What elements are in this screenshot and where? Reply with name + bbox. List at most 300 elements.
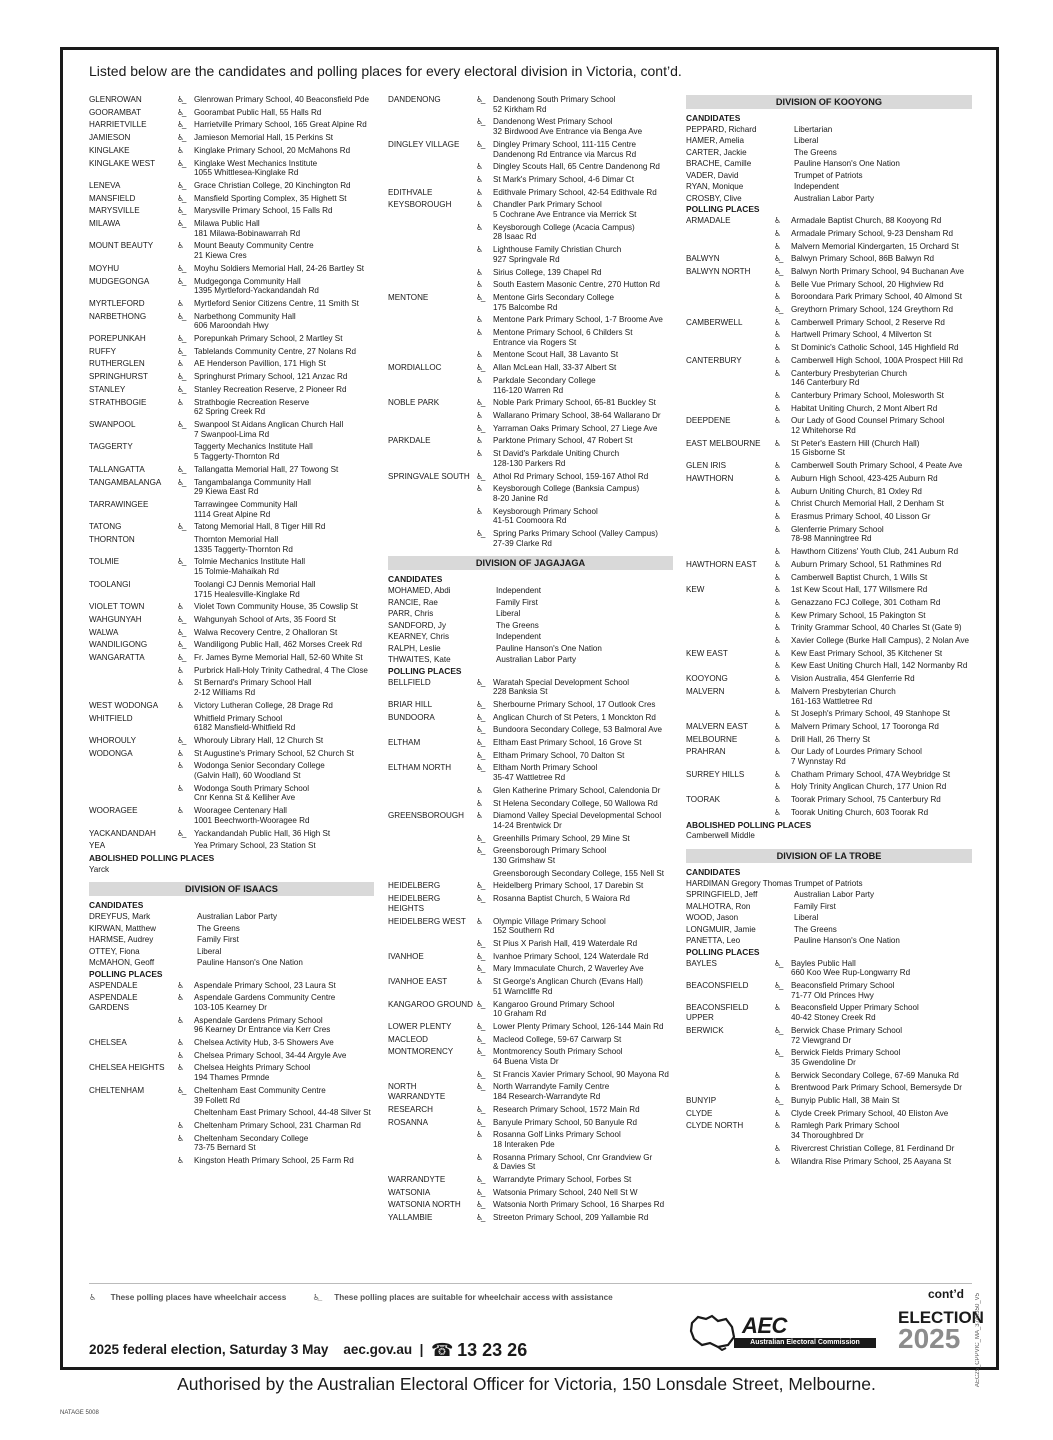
polling-place-location	[89, 1016, 177, 1035]
polling-place-row	[89, 1156, 374, 1166]
polling-place-row	[388, 436, 673, 446]
candidates-label: CANDIDATES	[89, 900, 144, 911]
address-line: Fr. James Byrne Memorial Hall, 52-60 White St	[194, 653, 363, 663]
candidate-row	[388, 644, 673, 654]
polling-place-location: DEEPDENE	[686, 416, 731, 426]
polling-place-row	[686, 1121, 972, 1140]
address-line: Tangambalanga Community Hall	[194, 477, 311, 487]
polling-place-address	[194, 1063, 374, 1082]
polling-place-address	[194, 277, 374, 296]
polling-place-row	[89, 736, 374, 746]
polling-place-location	[388, 175, 476, 185]
wheelchair-icon: ♿	[774, 572, 782, 582]
candidate-name: PEPPARD, Richard	[686, 124, 757, 134]
candidate-row	[89, 947, 374, 957]
polling-place-address	[791, 722, 972, 732]
polling-place-address	[791, 649, 972, 659]
polling-place-location: MOYHU	[89, 263, 120, 273]
polling-place-row	[89, 398, 374, 417]
address-line: Rosanna Primary School, Cnr Grandview Gr	[493, 1152, 653, 1162]
polling-place-row	[89, 133, 374, 143]
polling-place-address	[194, 219, 374, 238]
wheelchair-assist-icon: ♿̲	[476, 1213, 484, 1223]
address-line: Lower Plenty Primary School, 126-144 Main Rd	[493, 1021, 664, 1031]
polling-place-location: TANGAMBALANGA	[89, 477, 162, 487]
polling-place-address	[791, 391, 972, 401]
candidates-label: CANDIDATES	[686, 866, 741, 877]
address-line: Parkdale Secondary College	[493, 375, 596, 385]
candidate-party: The Greens	[496, 620, 539, 630]
polling-place-address	[493, 507, 673, 526]
polling-place-location: BAYLES	[686, 958, 717, 968]
candidate-party: Liberal	[794, 136, 819, 146]
address-line: Armadale Baptist Church, 88 Kooyong Rd	[791, 216, 942, 226]
address-line: Watsonia Primary School, 240 Nell St W	[493, 1187, 638, 1197]
polling-place-location	[686, 623, 774, 633]
polling-place-address	[791, 585, 972, 595]
address-line: 103-105 Kearney Dr	[194, 1002, 267, 1012]
address-line: Belle Vue Primary School, 20 Highview Rd	[791, 279, 944, 289]
polling-place-row	[89, 784, 374, 803]
wheelchair-icon: ♿	[774, 585, 782, 595]
candidate-party: Pauline Hanson's One Nation	[197, 958, 303, 968]
candidate-name: KEARNEY, Chris	[388, 632, 450, 642]
candidate-row	[686, 936, 972, 946]
candidate-name: DREYFUS, Mark	[89, 912, 151, 922]
wheelchair-icon: ♿	[774, 610, 782, 620]
polling-place-location	[89, 1134, 177, 1153]
address-line: Dingley Scouts Hall, 65 Centre Dandenong Rd	[493, 162, 660, 172]
phone-icon: ☎	[430, 1340, 454, 1360]
wheelchair-assist-icon: ♿̲	[476, 1200, 484, 1210]
address-line: Lighthouse Family Christian Church	[493, 245, 622, 255]
polling-place-row	[686, 560, 972, 570]
wheelchair-icon: ♿	[774, 597, 782, 607]
address-line: Kinglake West Mechanics Institute	[194, 158, 318, 168]
polling-place-location	[686, 525, 774, 544]
address-line: 1335 Taggerty-Thornton Rd	[194, 544, 293, 554]
address-line: St Joseph's Primary School, 49 Stanhope St	[791, 709, 951, 719]
wheelchair-assist-icon: ♿̲	[476, 1104, 484, 1114]
address-line: Olympic Village Primary School	[493, 916, 606, 926]
wheelchair-icon: ♿	[177, 602, 185, 612]
wheelchair-icon: ♿	[774, 1143, 782, 1153]
polling-place-address	[791, 1083, 972, 1093]
polling-place-address	[194, 784, 374, 803]
polling-place-row	[89, 1121, 374, 1131]
address-line: 5 Cochrane Ave Entrance via Merrick St	[493, 210, 637, 220]
polling-place-address	[493, 725, 673, 735]
wheelchair-assist-icon: ♿̲	[476, 881, 484, 891]
polling-place-location: NORTH WARRANDYTE	[388, 1082, 446, 1102]
wheelchair-icon: ♿	[774, 734, 782, 744]
polling-place-address	[194, 535, 374, 554]
address-line: Auburn Uniting Church, 81 Oxley Rd	[791, 486, 922, 496]
polling-place-row	[686, 959, 972, 978]
polling-place-address	[791, 636, 972, 646]
polling-place-address	[194, 522, 374, 532]
candidate-name: HARDIMAN Gregory Thomas	[686, 878, 792, 888]
polling-place-location: SWANPOOL	[89, 419, 136, 429]
polling-place-row	[686, 356, 972, 366]
wheelchair-icon: ♿	[774, 499, 782, 509]
polling-place-row	[89, 993, 374, 1012]
polling-place-address	[194, 557, 374, 576]
polling-place-location	[686, 391, 774, 401]
address-line: Violet Town Community House, 35 Cowslip St	[194, 602, 358, 612]
polling-place-address	[791, 795, 972, 805]
address-line: Watsonia North Primary School, 16 Sharpes Rd	[493, 1200, 665, 1210]
polling-place-address	[194, 736, 374, 746]
polling-place-row	[89, 241, 374, 260]
polling-place-location	[686, 808, 774, 818]
polling-place-address	[493, 751, 673, 761]
address-line: Keysborough Primary School	[493, 506, 598, 516]
address-line: Whorouly Library Hall, 12 Church St	[194, 735, 324, 745]
polling-place-location	[686, 598, 774, 608]
polling-place-address	[194, 841, 374, 851]
wheelchair-assist-icon: ♿̲	[476, 1117, 484, 1127]
wheelchair-icon: ♿	[774, 390, 782, 400]
polling-place-row	[686, 404, 972, 414]
polling-place-row	[89, 120, 374, 130]
candidate-name: RANCIE, Rae	[388, 597, 438, 607]
polling-place-address	[194, 1051, 374, 1061]
address-line: 72 Viewgrand Dr	[791, 1035, 852, 1045]
polling-place-row	[686, 439, 972, 458]
polling-place-row	[388, 1153, 673, 1172]
polling-place-location: MUDGEGONGA	[89, 276, 150, 286]
wheelchair-icon: ♿	[774, 769, 782, 779]
polling-place-row	[686, 981, 972, 1000]
wheelchair-icon: ♿	[177, 1050, 185, 1060]
wheelchair-assist-icon: ♿̲	[177, 158, 185, 168]
address-line: Dandenong South Primary School	[493, 95, 616, 104]
address-line: Canterbury Primary School, Molesworth St	[791, 390, 944, 400]
polling-place-address	[493, 436, 673, 446]
polling-place-address	[493, 977, 673, 996]
wheelchair-assist-icon: ♿̲	[774, 1025, 782, 1035]
polling-place-row	[89, 181, 374, 191]
polling-place-location: BUNYIP	[686, 1096, 717, 1106]
polling-place-row	[89, 981, 374, 991]
polling-place-address	[791, 560, 972, 570]
address-line: Mentone Primary School, 6 Childers St	[493, 328, 633, 338]
polling-place-row	[686, 474, 972, 484]
address-line: Eltham North Primary School	[493, 763, 598, 773]
polling-place-row	[89, 666, 374, 676]
polling-place-location	[388, 529, 476, 548]
wheelchair-assist-icon: ♿̲	[177, 627, 185, 637]
address-line: Entrance via Rogers St	[493, 337, 577, 347]
polling-place-location	[686, 280, 774, 290]
polling-place-row	[686, 461, 972, 471]
polling-place-address	[194, 133, 374, 143]
wheelchair-icon: ♿	[774, 403, 782, 413]
address-line: Beaconsfield Upper Primary School	[791, 1003, 919, 1013]
polling-place-address	[493, 188, 673, 198]
polling-place-location: KEYSBOROUGH	[388, 200, 452, 210]
polling-place-address	[791, 547, 972, 557]
polling-place-location	[388, 1130, 476, 1149]
polling-place-location: WODONGA	[89, 748, 133, 758]
polling-place-row	[89, 159, 374, 178]
polling-place-location: MORDIALLOC	[388, 363, 442, 373]
polling-place-location: BALWYN NORTH	[686, 266, 751, 276]
polling-place-row	[686, 770, 972, 780]
polling-place-address	[791, 330, 972, 340]
polling-place-row	[89, 701, 374, 711]
address-line: Waratah Special Development School	[493, 677, 630, 687]
polling-place-row	[89, 500, 374, 519]
polling-place-location: MARYSVILLE	[89, 206, 140, 216]
wheelchair-icon: ♿	[774, 438, 782, 448]
polling-place-address	[791, 280, 972, 290]
wheelchair-assist-icon: ♿̲	[476, 1069, 484, 1079]
polling-place-address	[791, 512, 972, 522]
address-line: Cheltenham East Primary School, 44-48 Silver St	[194, 1108, 371, 1118]
wheelchair-assist-icon: ♿̲	[476, 1175, 484, 1185]
polling-place-location: CHELTENHAM	[89, 1085, 145, 1095]
wheelchair-icon: ♿	[774, 661, 782, 671]
polling-place-row	[388, 223, 673, 242]
print-code: AEC25_CPPVIC_MA_374x350_V5	[975, 1293, 981, 1388]
address-line: St Dominic's Catholic School, 145 Highfield Rd	[791, 343, 959, 353]
polling-place-row	[388, 529, 673, 548]
polling-place-row	[89, 277, 374, 296]
polling-place-row	[388, 700, 673, 710]
polling-place-location	[388, 117, 476, 136]
polling-place-row	[89, 841, 374, 851]
polling-place-row	[388, 811, 673, 830]
polling-place-row	[89, 1108, 374, 1118]
address-line: Chelsea Heights Primary School	[194, 1063, 311, 1073]
polling-place-row	[388, 449, 673, 468]
address-line: Banyule Primary School, 50 Banyule Rd	[493, 1117, 637, 1127]
wheelchair-icon: ♿	[774, 1083, 782, 1093]
polling-place-address	[493, 1213, 673, 1223]
polling-place-row	[89, 557, 374, 576]
polling-place-location: TATONG	[89, 522, 122, 532]
polling-place-location: WATSONIA NORTH	[388, 1200, 461, 1210]
wheelchair-assist-icon: ♿̲	[177, 334, 185, 344]
polling-place-row	[388, 1175, 673, 1185]
polling-place-address	[791, 747, 972, 766]
division-heading: DIVISION OF LA TROBE	[686, 849, 972, 863]
polling-place-row	[388, 977, 673, 996]
address-line: Greenhills Primary School, 29 Mine St	[493, 833, 630, 843]
polling-place-row	[686, 1109, 972, 1119]
polling-place-address	[194, 312, 374, 331]
wheelchair-icon: ♿	[177, 1038, 185, 1048]
abolished-label: ABOLISHED POLLING PLACES	[89, 853, 215, 863]
polling-place-location: WHITFIELD	[89, 713, 133, 723]
polling-place-location	[388, 799, 476, 809]
polling-place-location: TOOLANGI	[89, 579, 131, 589]
website-link[interactable]: aec.gov.au	[343, 1342, 413, 1357]
polling-place-location: WANDILIGONG	[89, 640, 148, 650]
wheelchair-icon: ♿	[774, 216, 782, 226]
polling-place-location: NOBLE PARK	[388, 398, 440, 408]
polling-place-location: TOLMIE	[89, 557, 119, 567]
polling-place-address	[194, 372, 374, 382]
polling-place-row	[686, 229, 972, 239]
polling-place-address	[791, 474, 972, 484]
polling-place-location: YACKANDANDAH	[89, 828, 156, 838]
polling-place-location: GLEN IRIS	[686, 461, 727, 471]
wheelchair-assist-icon: ♿̲	[177, 640, 185, 650]
polling-place-location: BUNDOORA	[388, 712, 435, 722]
wheelchair-assist-icon: ♿̲	[177, 346, 185, 356]
polling-place-address	[493, 846, 673, 865]
candidate-name: RALPH, Leslie	[388, 643, 441, 653]
polling-place-row	[388, 140, 673, 159]
wheelchair-assist-icon: ♿̲	[177, 828, 185, 838]
wheelchair-assist-icon: ♿̲	[177, 464, 185, 474]
wheelchair-icon: ♿	[774, 686, 782, 696]
polling-place-address	[493, 1175, 673, 1185]
polling-place-location	[686, 487, 774, 497]
polling-place-row	[388, 799, 673, 809]
polling-place-row	[686, 687, 972, 706]
address-line: 194 Thames Prmnde	[194, 1073, 270, 1083]
polling-place-address	[791, 439, 972, 458]
polling-place-row	[89, 108, 374, 118]
polling-place-row	[686, 1003, 972, 1022]
polling-place-row	[686, 318, 972, 328]
polling-place-address	[791, 318, 972, 328]
wheelchair-assist-icon: ♿̲	[476, 894, 484, 904]
wheelchair-assist-icon: ♿̲	[476, 1187, 484, 1197]
polling-place-address	[493, 162, 673, 172]
address-line: Tolmie Mechanics Institute Hall	[194, 557, 306, 567]
address-line: Montmorency South Primary School	[493, 1047, 623, 1057]
candidate-party: Liberal	[496, 609, 521, 619]
address-line: Eltham East Primary School, 16 Grove St	[493, 738, 642, 748]
wheelchair-assist-icon: ♿̲	[476, 292, 484, 302]
address-line: Mount Beauty Community Centre	[194, 241, 314, 251]
address-line: Mentone Girls Secondary College	[493, 292, 615, 302]
polling-place-location	[388, 315, 476, 325]
polling-place-location	[388, 1070, 476, 1080]
polling-place-row	[388, 200, 673, 219]
polling-place-address	[791, 356, 972, 366]
polling-place-row	[388, 411, 673, 421]
polling-place-address	[493, 1105, 673, 1115]
address-line: Anglican Church of St Peters, 1 Monckton Rd	[493, 712, 656, 722]
wheelchair-assist-icon: ♿̲	[774, 254, 782, 264]
candidate-row	[686, 913, 972, 923]
polling-place-row	[388, 162, 673, 172]
polling-place-address	[791, 416, 972, 435]
candidate-name: LONGMUIR, Jamie	[686, 924, 756, 934]
polling-place-address	[791, 770, 972, 780]
candidate-name: MALHOTRA, Ron	[686, 901, 751, 911]
polling-place-address	[791, 499, 972, 509]
polling-place-location	[388, 751, 476, 761]
address-line: Dingley Primary School, 111-115 Centre	[493, 139, 637, 149]
polling-place-address	[493, 376, 673, 395]
wheelchair-icon: ♿	[177, 980, 185, 990]
address-line: Hawthorn Citizens' Youth Club, 241 Auburn Rd	[791, 547, 959, 557]
wheelchair-icon: ♿	[774, 623, 782, 633]
polling-place-row	[388, 751, 673, 761]
polling-place-location	[686, 1048, 774, 1067]
candidate-row	[388, 621, 673, 631]
address-line: 29 Kiewa East Rd	[194, 487, 259, 497]
wheelchair-assist-icon: ♿̲	[774, 1048, 782, 1058]
address-line: Balwyn North Primary School, 94 Buchanan Ave	[791, 266, 965, 276]
address-line: Camberwell Baptist Church, 1 Wills St	[791, 572, 928, 582]
address-line: Wilandra Rise Primary School, 25 Aayana St	[791, 1156, 952, 1166]
polling-place-row	[388, 268, 673, 278]
polling-place-address	[791, 404, 972, 414]
address-line: 128-130 Parkers Rd	[493, 458, 566, 468]
polling-place-location: DINGLEY VILLAGE	[388, 139, 460, 149]
polling-place-address	[493, 881, 673, 891]
address-line: Ivanhoe Primary School, 124 Waterdale Rd	[493, 951, 649, 961]
polling-place-address	[493, 811, 673, 830]
wheelchair-assist-icon: ♿̲	[177, 557, 185, 567]
wheelchair-icon: ♿	[177, 1063, 185, 1073]
address-line: St David's Parkdale Uniting Church	[493, 449, 620, 459]
polling-place-location	[686, 611, 774, 621]
polling-place-row	[686, 391, 972, 401]
polling-place-address	[791, 305, 972, 315]
candidate-name: OTTEY, Fiona	[89, 946, 140, 956]
polling-place-row	[686, 598, 972, 608]
polling-place-row	[686, 1144, 972, 1154]
address-line: Bunyip Public Hall, 38 Main St	[791, 1096, 900, 1106]
address-line: Rosanna Baptist Church, 5 Waiora Rd	[493, 894, 630, 904]
polling-place-location: HAWTHORN EAST	[686, 559, 757, 569]
polling-place-address	[194, 1086, 374, 1105]
address-line: Jamieson Memorial Hall, 15 Perkins St	[194, 133, 333, 143]
column-1	[89, 95, 374, 1169]
polling-place-address	[194, 478, 374, 497]
polling-place-location: IVANHOE EAST	[388, 977, 448, 987]
polling-place-row	[388, 328, 673, 347]
polling-place-address	[791, 573, 972, 583]
address-line: Allan McLean Hall, 33-37 Albert St	[493, 363, 617, 373]
polling-place-row	[388, 846, 673, 865]
polling-place-location: RUFFY	[89, 346, 116, 356]
no-access-icon	[177, 580, 194, 599]
wheelchair-icon: ♿	[774, 343, 782, 353]
election-word: ELECTION	[898, 1308, 984, 1327]
address-line: Toorak Uniting Church, 603 Toorak Rd	[791, 807, 929, 817]
polling-place-row	[388, 952, 673, 962]
polling-place-location	[686, 343, 774, 353]
polling-place-location	[388, 280, 476, 290]
polling-place-address	[194, 981, 374, 991]
candidate-party: Family First	[794, 901, 836, 911]
division-heading: DIVISION OF JAGAJAGA	[388, 556, 673, 570]
wheelchair-assist-icon: ♿̲	[774, 980, 782, 990]
address-line: Dandenong West Primary School	[493, 117, 613, 127]
polling-place-address	[791, 661, 972, 671]
polling-place-address	[194, 615, 374, 625]
candidate-name: WOOD, Jason	[686, 913, 739, 923]
wheelchair-icon: ♿	[774, 473, 782, 483]
address-line: Kangaroo Ground Primary School	[493, 999, 615, 1009]
polling-place-location	[686, 636, 774, 646]
address-line: Trinity Grammar School, 40 Charles St (Gate 9)	[791, 623, 962, 633]
address-line: Walwa Recovery Centre, 2 Ohalloran St	[194, 627, 338, 637]
wheelchair-icon: ♿	[177, 1133, 185, 1143]
address-line: 660 Koo Wee Rup-Longwarry Rd	[791, 968, 911, 978]
address-line: Mudgegonga Community Hall	[194, 276, 301, 286]
